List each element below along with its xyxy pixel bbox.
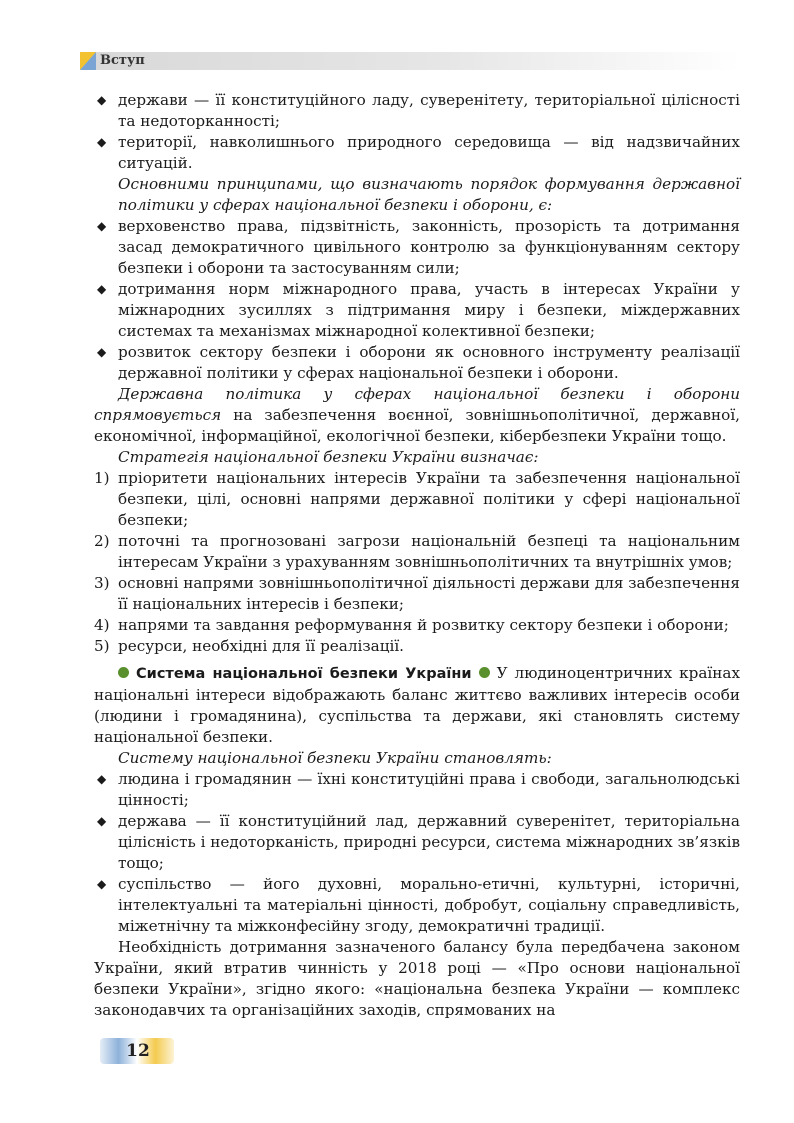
principles-intro: Основними принципами, що визначають порядок формування державної політики у сферах національної безпеки і оборони, є:: [118, 175, 740, 214]
system-intro: Систему національної безпеки України становлять:: [118, 749, 552, 767]
diamond-bullet-icon: ◆: [97, 282, 107, 296]
section-title: Система національної безпеки України: [136, 666, 472, 682]
numbered-item: 5) ресурси, необхідні для її реалізації.: [94, 637, 405, 655]
numbered-item: 1) пріоритети національних інтересів України та забезпечення національної безпеки, цілі, основні напрями державної політики у сфері національної безпеки;: [94, 469, 740, 529]
diamond-bullet-icon: ◆: [97, 345, 107, 359]
header-label: Вступ: [100, 53, 145, 68]
section-dot-icon: [118, 667, 129, 678]
final-paragraph: Необхідність дотримання зазначеного балансу була передбачена законом України, який втратив чинність у 2018 році — «Про основи національної безпеки України», згідно якого: «національна безпека України — комплекс законодавчих та організаційних заходів, спрямованих на: [94, 938, 740, 1019]
diamond-bullet-icon: ◆: [97, 135, 107, 149]
page-content: [94, 90, 740, 1021]
list-item: ◆ дотримання норм міжнародного права, участь в інтересах України у міжнародних зусиллях з підтримання миру і безпеки, міждержавних системах та механізмах міжнародної колективної безпеки;: [97, 280, 740, 340]
diamond-bullet-icon: ◆: [97, 219, 107, 233]
list-item: ◆ держави — її конституційного ладу, суверенітету, територіальної цілісності та недоторканності;: [97, 91, 740, 130]
numbered-item: 2) поточні та прогнозовані загрози національній безпеці та національним інтересам України з урахуванням зовнішньополітичних та внутрішніх умов;: [94, 532, 740, 571]
numbered-item: 3) основні напрями зовнішньополітичної діяльності держави для забезпечення її національних інтересів і безпеки;: [94, 574, 740, 613]
page-number: 12: [126, 1041, 150, 1061]
diamond-bullet-icon: ◆: [97, 814, 107, 828]
list-item: ◆ території, навколишнього природного середовища — від надзвичайних ситуацій.: [97, 133, 740, 172]
list-item: ◆ суспільство — його духовні, морально-етичні, культурні, історичні, інтелектуальні та матеріальні цінності, добробут, соціальну справедливість, міжетнічну та міжконфесійну згоду, демократичні традиції.: [97, 875, 740, 935]
numbered-item: 4) напрями та завдання реформування й розвитку сектору безпеки і оборони;: [94, 616, 729, 634]
diamond-bullet-icon: ◆: [97, 772, 107, 786]
list-item: ◆ верховенство права, підзвітність, законність, прозорість та дотримання засад демократичного цивільного контролю за функціонуванням сектору безпеки і оборони та застосуванням сили;: [97, 217, 740, 277]
header-corner-icon: [80, 52, 96, 70]
list-item: ◆ людина і громадянин — їхні конституційні права і свободи, загальнолюдські цінності;: [97, 770, 740, 809]
section-paragraph: Система національної безпеки України У людиноцентричних країнах національні інтереси відображають баланс життєво важливих інтересів особи (людини і громадянина), суспільства та держави, які становлять систему національної безпеки.: [94, 664, 741, 746]
strategy-intro: Стратегія національної безпеки України визначає:: [118, 448, 539, 466]
policy-paragraph: Державна політика у сферах національної безпеки і оборони спрямовується на забезпечення воєнної, зовнішньополітичної, державної, економічної, інформаційної, екологічної безпеки, кібербезпеки України тощо.: [94, 385, 740, 445]
list-item: ◆ держава — її конституційний лад, державний суверенітет, територіальна цілісність і недоторканість, природні ресурси, система міжнародних зв’язків тощо;: [97, 812, 741, 872]
list-item: ◆ розвиток сектору безпеки і оборони як основного інструменту реалізації державної політики у сферах національної безпеки і оборони.: [97, 343, 740, 382]
header-bar: [80, 52, 740, 70]
section-dot-icon: [479, 667, 490, 678]
diamond-bullet-icon: ◆: [97, 877, 107, 891]
diamond-bullet-icon: ◆: [97, 93, 107, 107]
